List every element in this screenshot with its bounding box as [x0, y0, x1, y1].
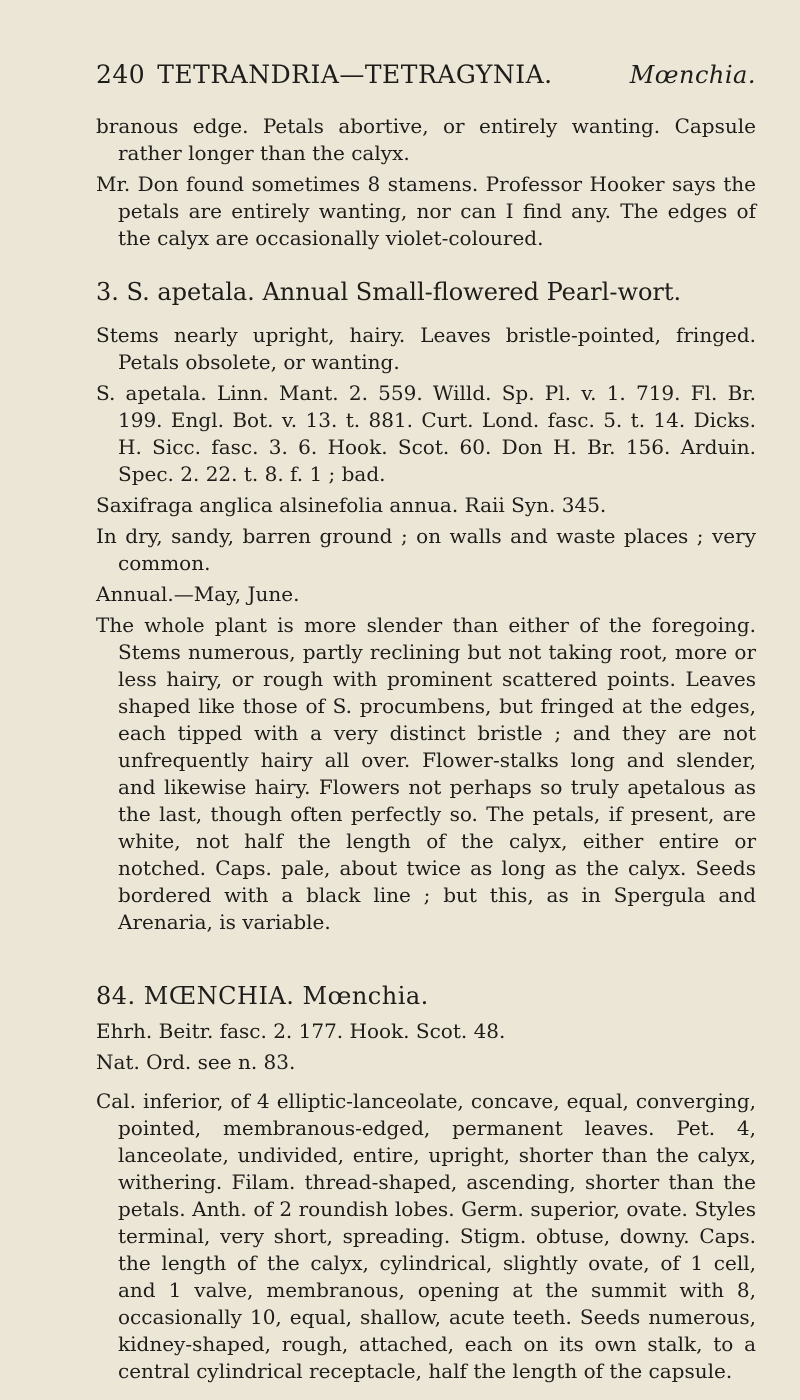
species-flowering: Annual.—May, June. — [96, 582, 300, 606]
species-description: The whole plant is more slender than either of the foregoing. Stems numerous, partly reclining but not taking root, more or less hairy, or rough with prominent scattered points. Leaves shaped like those of S. procumbens, but fringed at the edges, each tipped with a very distinct bristle ; and they are not unfrequently hairy all over. Flower-stalks long and slender, and likewise hairy. Flowers not perhaps so truly apetalous as the last, though often perfectly so. The petals, if present, are white, not half the length of the calyx, either entire or notched. Caps. pale, about twice as long as the calyx. Seeds bordered with a black line ; but this, as in Spergula and Arenaria, is variable. — [96, 613, 756, 934]
page-number: 240 — [96, 60, 146, 89]
genus-natural-order: Nat. Ord. see n. 83. — [96, 1050, 296, 1074]
running-genus: Mœnchia. — [629, 61, 756, 89]
genus-references: Ehrh. Beitr. fasc. 2. 177. Hook. Scot. 48. — [96, 1019, 506, 1043]
running-header — [96, 60, 756, 89]
species-synonyms: S. apetala. Linn. Mant. 2. 559. Willd. Sp. Pl. v. 1. 719. Fl. Br. 199. Engl. Bot. v. 13. t. 881. Curt. Lond. fasc. 5. t. 14. Dicks. H. Sicc. fasc. 3. 6. Hook. Scot. 60. Don H. Br. 156. Arduin. Spec. 2. 22. t. 8. f. 1 ; bad. — [96, 381, 756, 486]
species-diagnosis: Stems nearly upright, hairy. Leaves bristle-pointed, fringed. Petals obsolete, or wanting. — [96, 323, 756, 374]
running-title: TETRANDRIA—TETRAGYNIA. — [157, 60, 553, 89]
genus-heading: 84. MŒNCHIA. Mœnchia. — [96, 982, 429, 1010]
species-heading: 3. S. apetala. Annual Small-flowered Pearl-wort. — [96, 278, 682, 306]
species-habitat: In dry, sandy, barren ground ; on walls and waste places ; very common. — [96, 524, 756, 575]
genus-description: Cal. inferior, of 4 elliptic-lanceolate, concave, equal, converging, pointed, membranous-edged, permanent leaves. Pet. 4, lanceolate, undivided, entire, upright, shorter than the calyx, withering. Filam. thread-shaped, ascending, shorter than the petals. Anth. of 2 roundish lobes. Germ. superior, ovate. Styles terminal, very short, spreading. Stigm. obtuse, downy. Caps. the length of the calyx, cylindrical, slightly ovate, of 1 cell, and 1 valve, membranous, opening at the summit with 8, occasionally 10, equal, shallow, acute teeth. Seeds numerous, kidney-shaped, rough, attached, each on its own stalk, to a central cylindrical receptacle, half the length of the capsule. — [96, 1089, 756, 1383]
paragraph-don-note: Mr. Don found sometimes 8 stamens. Professor Hooker says the petals are entirely wanting, nor can I find any. The edges of the calyx are occasionally violet-coloured. — [96, 172, 756, 250]
paragraph-continuation: branous edge. Petals abortive, or entirely wanting. Capsule rather longer than the calyx. — [96, 114, 756, 165]
species-old-name: Saxifraga anglica alsinefolia annua. Raii Syn. 345. — [96, 493, 607, 517]
